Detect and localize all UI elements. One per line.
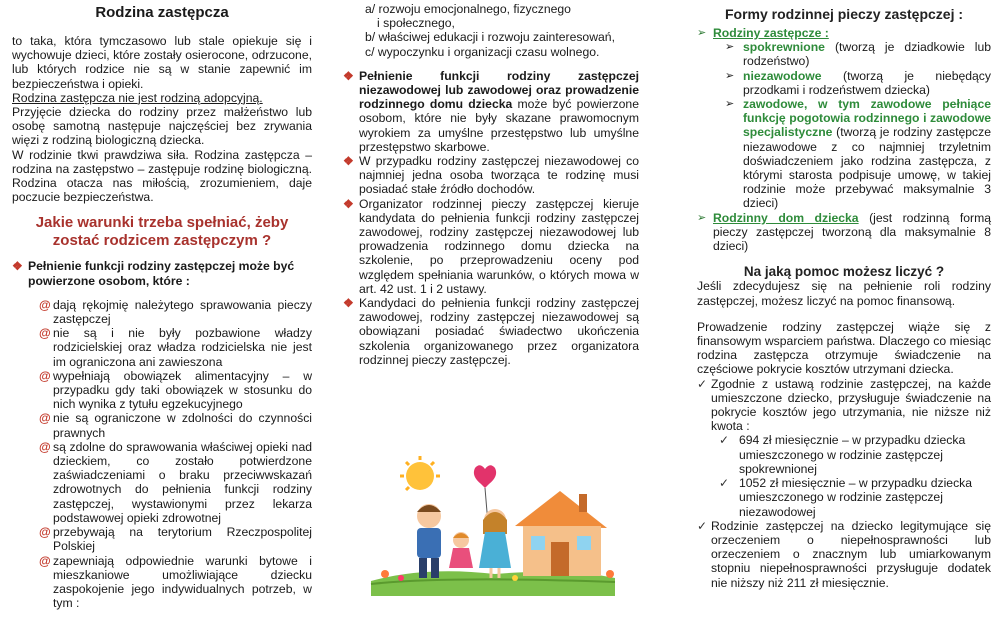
families-label-row	[697, 26, 991, 40]
form-item	[725, 40, 991, 68]
section-title: Rodzina zastępcza	[95, 4, 229, 21]
check-icon: ✓	[719, 433, 730, 448]
at-bullet-icon: @	[39, 525, 51, 540]
help-paragraph: Prowadzenie rodziny zastępczej wiąże się z finansowym wsparciem państwa. Dlaczego co miesiąc rodzina zastępcza otrzymuje świadczenie na częściowe pokrycie kosztów utrzymani dziecka.	[697, 319, 991, 377]
form-name: spokrewnione	[743, 40, 825, 55]
check-text: Zgodnie z ustawą rodzinie zastępczej, na każde umieszczone dziecko, przysługuje świadczenie na pokrycie kosztów jego utrzymania, nie niższe niż kwota :	[711, 376, 991, 434]
check-icon: ✓	[719, 476, 730, 491]
training-text: Kandydaci do pełnienia funkcji rodziny zastępczej zawodowej, rodziny zastępczej niezawodowej są obowiązani posiadać świadectwo ukończenia szkolenia organizowanego przez organizatora rodzinnej pieczy zastępczej.	[359, 296, 639, 367]
requirements-rest: może być powierzone osobom, które nie były skazane prawomocnym wyrokiem za umyślne przestępstwo lub umyślne przestępstwo skarbowe.	[359, 97, 639, 154]
form-desc: (tworzą je dziadkowie lub rodzeństwo)	[743, 40, 991, 69]
paragraph-training	[343, 296, 639, 367]
conditions-list	[39, 298, 312, 610]
diamond-bullet-icon: ❖	[343, 296, 354, 311]
conditions-lead	[12, 259, 312, 287]
list-item	[39, 411, 312, 439]
form-desc: (tworzą je rodziny zastępcze niezawodowe z co najmniej trzyletnim doświadczeniem jako rodzina zastępcza, z którymi starosta podpisuje umowę, w takiej rodzinie może przebywać maksymalnie 3 dzieci)	[743, 125, 991, 211]
list-item-text: zapewniają odpowiednie warunki bytowe i mieszkaniowe umożliwiające dziecku zaspokojenie jego indywidualnych potrzeb, w tym :	[53, 553, 312, 611]
not-adoptive-note: Rodzina zastępcza nie jest rodziną adopcyjną.	[12, 90, 263, 105]
arrow-bullet-icon: ➢	[725, 41, 735, 54]
intro-paragraph: to taka, która tymczasowo lub stale opiekuje się i wychowuje dzieci, które zostały osierocone, odrzucone, lub których rodzice nie są w stanie zapewnić im bezpieczeństwa i opieki.	[12, 34, 312, 91]
paragraph-organizer	[343, 197, 639, 296]
column-right	[697, 0, 991, 590]
home-desc: (jest rodzinną formą pieczy zastępczej tworzoną dla maksymalnie 8 dzieci)	[713, 210, 991, 254]
income-text: W przypadku rodziny zastępczej niezawodowej co najmniej jedna osoba tworząca te rodzinę musi posiadać stałe źródło dochodów.	[359, 154, 639, 197]
check-icon: ✓	[697, 376, 708, 391]
help-title: Na jaką pomoc możesz liczyć ?	[743, 264, 945, 280]
list-item-text: wypełniają obowiązek alimentacyjny – w przypadku gdy taki obowiązek w stosunku do nich wynika z tytułu egzekucyjnego	[53, 368, 312, 412]
arrow-bullet-icon: ➢	[725, 69, 735, 82]
diamond-bullet-icon: ❖	[12, 259, 23, 274]
sub-check-text: 1052 zł miesięcznie – w przypadku dziecka umieszczonego w rodzinie zastępczej niezawodowej	[739, 476, 973, 519]
adoptive-paragraph: Przyjęcie dziecka do rodziny przez małżeństwo lub osobę samotną następuje najczęściej bez zrywania więzi z rodziną biologiczną dziecka.	[12, 105, 312, 148]
needs-list	[365, 2, 639, 59]
column-left	[12, 0, 312, 610]
at-bullet-icon: @	[39, 326, 51, 341]
families-label: Rodziny zastępcze :	[713, 26, 829, 40]
column-middle	[343, 0, 639, 367]
paragraph-income	[343, 154, 639, 197]
conditions-title: Jakie warunki trzeba spełniać, żeby zostać rodzicem zastępczym ?	[35, 214, 289, 250]
help-intro: Jeśli zdecydujesz się na pełnienie roli rodziny zastępczej, możesz liczyć na pomoc finansową.	[697, 279, 991, 308]
at-bullet-icon: @	[39, 553, 51, 568]
forms-title: Formy rodzinnej pieczy zastępczej :	[724, 6, 964, 22]
list-item	[39, 554, 312, 611]
form-item	[725, 69, 991, 97]
sub-check-item	[719, 476, 991, 519]
diamond-bullet-icon: ❖	[343, 68, 354, 83]
check-icon: ✓	[697, 518, 708, 533]
list-item-text: nie są i nie były pozbawione władzy rodzicielskiej oraz władza rodzicielska nie jest im ograniczona ani zawieszona	[53, 326, 312, 369]
form-item	[725, 97, 991, 211]
list-item	[39, 525, 312, 553]
arrow-bullet-icon: ➢	[697, 211, 707, 224]
diamond-bullet-icon: ❖	[343, 196, 354, 211]
at-bullet-icon: @	[39, 297, 51, 312]
form-desc: (tworzą je niebędący przodkami i rodzeństwem dziecka)	[743, 68, 991, 97]
list-item-text: nie są ograniczone w zdolności do czynności prawnych	[53, 411, 312, 440]
sub-check-text: 694 zł miesięcznie – w przypadku dziecka umieszczonego w rodzinie zastępczej spokrewnionej	[739, 433, 966, 476]
list-item	[39, 369, 312, 412]
requirements-bold: Pełnienie funkcji rodziny zastępczej niezawodowej lub zawodowej oraz prowadzenie rodzinnego domu dziecka	[359, 68, 639, 112]
check-text: Rodzinie zastępczej na dziecko legitymujące się orzeczeniem o niepełnosprawności lub orzeczeniem o znacznym lub umiarkowanym stopniu niepełnosprawności przysługuje dodatek nie niższy niż 211 zł miesięcznie.	[711, 518, 991, 590]
at-bullet-icon: @	[39, 411, 51, 426]
needs-item: a/ rozwoju emocjonalnego, fizycznego	[365, 2, 571, 16]
check-item-amount	[697, 377, 991, 434]
forms-list	[725, 40, 991, 210]
conditions-lead-text: Pełnienie funkcji rodziny zastępczej może być powierzone osobom, które :	[28, 259, 295, 288]
paragraph-requirements	[343, 69, 639, 154]
home-row	[697, 211, 991, 254]
sub-check-item	[719, 433, 991, 476]
list-item-text: dają rękojmię należytego sprawowania pieczy zastępczej	[53, 297, 312, 327]
list-item	[39, 326, 312, 369]
at-bullet-icon: @	[39, 439, 51, 454]
strength-paragraph: W rodzinie tkwi prawdziwa siła. Rodzina zastępcza – rodzina na zastępstwo – zastępuje rodzinę biologiczną. Rodzina otacza nas miłością, zrozumieniem, daje poczucie bezpieczeństwa.	[12, 147, 312, 205]
diamond-bullet-icon: ❖	[343, 154, 354, 169]
arrow-bullet-icon: ➢	[725, 98, 735, 111]
check-item-disability	[697, 519, 991, 590]
at-bullet-icon: @	[39, 368, 51, 383]
home-label: Rodzinny dom dziecka	[713, 210, 859, 225]
organizer-text: Organizator rodzinnej pieczy zastępczej kieruje kandydata do pełnienia funkcji rodziny zastępczej zawodowej, rodziny zastępczej niezawodowej lub prowadzenia rodzinnego domu dziecka na szkolenie, po przeprowadzeniu oceny pod względem spełniania warunków, o których mowa w art. 42 ust. 1 i 2 ustawy.	[359, 196, 639, 296]
list-item	[39, 440, 312, 525]
list-item	[39, 298, 312, 326]
form-name: niezawodowe	[743, 68, 822, 83]
list-item-text: są zdolne do sprawowania właściwej opieki nad dzieckiem, co zostało potwierdzone zaświadczeniami o braku przeciwwskazań zdrowotnych do pełnienia funkcji rodziny zastępczej, wystawionymi przez lekarza podstawowej opieki zdrowotnej	[53, 439, 312, 525]
needs-item: i społecznego,	[377, 16, 455, 31]
family-house-illustration	[365, 456, 625, 596]
form-name: zawodowe, w tym zawodowe pełniące funkcję pogotowia rodzinnego i zawodowe specjalistyczne	[743, 97, 991, 140]
list-item-text: przebywają na terytorium Rzeczpospolitej Polskiej	[53, 525, 312, 554]
needs-item: b/ właściwej edukacji i rozwoju zainteresowań,	[365, 30, 615, 45]
arrow-bullet-icon: ➢	[697, 27, 707, 39]
needs-item: c/ wypoczynku i organizacji czasu wolnego.	[365, 44, 600, 59]
